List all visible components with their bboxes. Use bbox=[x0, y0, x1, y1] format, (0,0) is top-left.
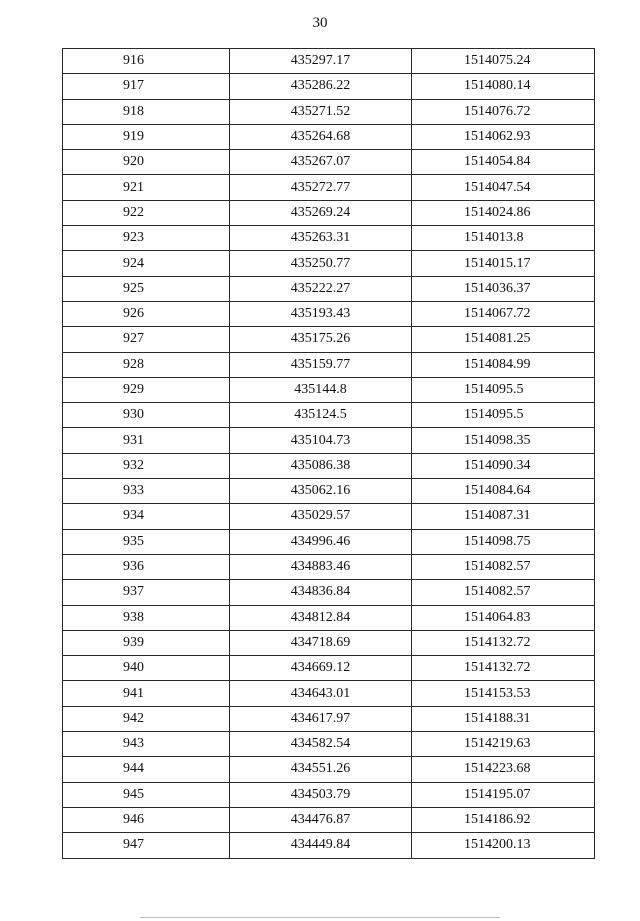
y-coordinate-cell: 1514223.68 bbox=[412, 757, 595, 782]
table-row bbox=[63, 504, 595, 529]
point-number-cell: 917 bbox=[63, 74, 230, 99]
point-number-cell: 940 bbox=[63, 656, 230, 681]
table-row bbox=[63, 200, 595, 225]
y-coordinate-cell: 1514098.75 bbox=[412, 529, 595, 554]
x-coordinate-cell: 435286.22 bbox=[230, 74, 412, 99]
x-coordinate-cell: 435222.27 bbox=[230, 276, 412, 301]
table-row bbox=[63, 479, 595, 504]
table-row bbox=[63, 428, 595, 453]
y-coordinate-cell: 1514015.17 bbox=[412, 251, 595, 276]
x-coordinate-cell: 434449.84 bbox=[230, 833, 412, 858]
x-coordinate-cell: 434582.54 bbox=[230, 732, 412, 757]
y-coordinate-cell: 1514090.34 bbox=[412, 453, 595, 478]
table-row bbox=[63, 74, 595, 99]
point-number-cell: 927 bbox=[63, 327, 230, 352]
point-number-cell: 941 bbox=[63, 681, 230, 706]
point-number-cell: 939 bbox=[63, 630, 230, 655]
x-coordinate-cell: 435264.68 bbox=[230, 124, 412, 149]
table-row bbox=[63, 150, 595, 175]
y-coordinate-cell: 1514080.14 bbox=[412, 74, 595, 99]
y-coordinate-cell: 1514219.63 bbox=[412, 732, 595, 757]
x-coordinate-cell: 435086.38 bbox=[230, 453, 412, 478]
x-coordinate-cell: 434812.84 bbox=[230, 605, 412, 630]
coordinates-table-body bbox=[63, 49, 595, 859]
x-coordinate-cell: 435297.17 bbox=[230, 49, 412, 74]
y-coordinate-cell: 1514188.31 bbox=[412, 706, 595, 731]
y-coordinate-cell: 1514082.57 bbox=[412, 554, 595, 579]
point-number-cell: 942 bbox=[63, 706, 230, 731]
x-coordinate-cell: 434836.84 bbox=[230, 580, 412, 605]
y-coordinate-cell: 1514195.07 bbox=[412, 782, 595, 807]
table-row bbox=[63, 782, 595, 807]
x-coordinate-cell: 435267.07 bbox=[230, 150, 412, 175]
table-row bbox=[63, 580, 595, 605]
point-number-cell: 936 bbox=[63, 554, 230, 579]
x-coordinate-cell: 435175.26 bbox=[230, 327, 412, 352]
x-coordinate-cell: 435193.43 bbox=[230, 301, 412, 326]
table-row bbox=[63, 124, 595, 149]
table-row bbox=[63, 251, 595, 276]
table-row bbox=[63, 706, 595, 731]
x-coordinate-cell: 434883.46 bbox=[230, 554, 412, 579]
x-coordinate-cell: 435272.77 bbox=[230, 175, 412, 200]
y-coordinate-cell: 1514082.57 bbox=[412, 580, 595, 605]
y-coordinate-cell: 1514095.5 bbox=[412, 377, 595, 402]
x-coordinate-cell: 434503.79 bbox=[230, 782, 412, 807]
table-row bbox=[63, 327, 595, 352]
point-number-cell: 946 bbox=[63, 807, 230, 832]
point-number-cell: 925 bbox=[63, 276, 230, 301]
table-row bbox=[63, 757, 595, 782]
table-row bbox=[63, 605, 595, 630]
point-number-cell: 947 bbox=[63, 833, 230, 858]
y-coordinate-cell: 1514084.99 bbox=[412, 352, 595, 377]
point-number-cell: 945 bbox=[63, 782, 230, 807]
y-coordinate-cell: 1514081.25 bbox=[412, 327, 595, 352]
x-coordinate-cell: 435269.24 bbox=[230, 200, 412, 225]
y-coordinate-cell: 1514062.93 bbox=[412, 124, 595, 149]
y-coordinate-cell: 1514200.13 bbox=[412, 833, 595, 858]
point-number-cell: 924 bbox=[63, 251, 230, 276]
table-row bbox=[63, 453, 595, 478]
table-row bbox=[63, 377, 595, 402]
point-number-cell: 923 bbox=[63, 226, 230, 251]
point-number-cell: 919 bbox=[63, 124, 230, 149]
point-number-cell: 921 bbox=[63, 175, 230, 200]
table-row bbox=[63, 807, 595, 832]
x-coordinate-cell: 435104.73 bbox=[230, 428, 412, 453]
x-coordinate-cell: 434551.26 bbox=[230, 757, 412, 782]
point-number-cell: 918 bbox=[63, 99, 230, 124]
point-number-cell: 929 bbox=[63, 377, 230, 402]
y-coordinate-cell: 1514153.53 bbox=[412, 681, 595, 706]
y-coordinate-cell: 1514087.31 bbox=[412, 504, 595, 529]
x-coordinate-cell: 435144.8 bbox=[230, 377, 412, 402]
y-coordinate-cell: 1514132.72 bbox=[412, 656, 595, 681]
table-row bbox=[63, 529, 595, 554]
x-coordinate-cell: 435250.77 bbox=[230, 251, 412, 276]
y-coordinate-cell: 1514084.64 bbox=[412, 479, 595, 504]
table-row bbox=[63, 833, 595, 858]
coordinates-table bbox=[62, 48, 595, 859]
point-number-cell: 937 bbox=[63, 580, 230, 605]
x-coordinate-cell: 435159.77 bbox=[230, 352, 412, 377]
table-row bbox=[63, 49, 595, 74]
x-coordinate-cell: 434669.12 bbox=[230, 656, 412, 681]
table-row bbox=[63, 352, 595, 377]
table-row bbox=[63, 630, 595, 655]
point-number-cell: 920 bbox=[63, 150, 230, 175]
y-coordinate-cell: 1514132.72 bbox=[412, 630, 595, 655]
table-row bbox=[63, 99, 595, 124]
table-row bbox=[63, 175, 595, 200]
table-row bbox=[63, 554, 595, 579]
x-coordinate-cell: 434718.69 bbox=[230, 630, 412, 655]
point-number-cell: 930 bbox=[63, 403, 230, 428]
y-coordinate-cell: 1514054.84 bbox=[412, 150, 595, 175]
x-coordinate-cell: 435062.16 bbox=[230, 479, 412, 504]
point-number-cell: 933 bbox=[63, 479, 230, 504]
point-number-cell: 934 bbox=[63, 504, 230, 529]
point-number-cell: 916 bbox=[63, 49, 230, 74]
y-coordinate-cell: 1514067.72 bbox=[412, 301, 595, 326]
point-number-cell: 926 bbox=[63, 301, 230, 326]
table-row bbox=[63, 403, 595, 428]
table-row bbox=[63, 301, 595, 326]
y-coordinate-cell: 1514013.8 bbox=[412, 226, 595, 251]
x-coordinate-cell: 435124.5 bbox=[230, 403, 412, 428]
table-row bbox=[63, 226, 595, 251]
x-coordinate-cell: 435271.52 bbox=[230, 99, 412, 124]
point-number-cell: 928 bbox=[63, 352, 230, 377]
x-coordinate-cell: 434996.46 bbox=[230, 529, 412, 554]
y-coordinate-cell: 1514036.37 bbox=[412, 276, 595, 301]
point-number-cell: 935 bbox=[63, 529, 230, 554]
y-coordinate-cell: 1514047.54 bbox=[412, 175, 595, 200]
x-coordinate-cell: 434643.01 bbox=[230, 681, 412, 706]
y-coordinate-cell: 1514075.24 bbox=[412, 49, 595, 74]
y-coordinate-cell: 1514076.72 bbox=[412, 99, 595, 124]
point-number-cell: 944 bbox=[63, 757, 230, 782]
y-coordinate-cell: 1514024.86 bbox=[412, 200, 595, 225]
x-coordinate-cell: 434476.87 bbox=[230, 807, 412, 832]
table-row bbox=[63, 681, 595, 706]
table-row bbox=[63, 276, 595, 301]
point-number-cell: 943 bbox=[63, 732, 230, 757]
table-row bbox=[63, 732, 595, 757]
point-number-cell: 931 bbox=[63, 428, 230, 453]
y-coordinate-cell: 1514064.83 bbox=[412, 605, 595, 630]
point-number-cell: 922 bbox=[63, 200, 230, 225]
x-coordinate-cell: 434617.97 bbox=[230, 706, 412, 731]
y-coordinate-cell: 1514186.92 bbox=[412, 807, 595, 832]
table-row bbox=[63, 656, 595, 681]
scan-edge-line bbox=[140, 917, 500, 918]
y-coordinate-cell: 1514095.5 bbox=[412, 403, 595, 428]
point-number-cell: 932 bbox=[63, 453, 230, 478]
page-number: 30 bbox=[312, 15, 328, 31]
x-coordinate-cell: 435029.57 bbox=[230, 504, 412, 529]
y-coordinate-cell: 1514098.35 bbox=[412, 428, 595, 453]
x-coordinate-cell: 435263.31 bbox=[230, 226, 412, 251]
point-number-cell: 938 bbox=[63, 605, 230, 630]
